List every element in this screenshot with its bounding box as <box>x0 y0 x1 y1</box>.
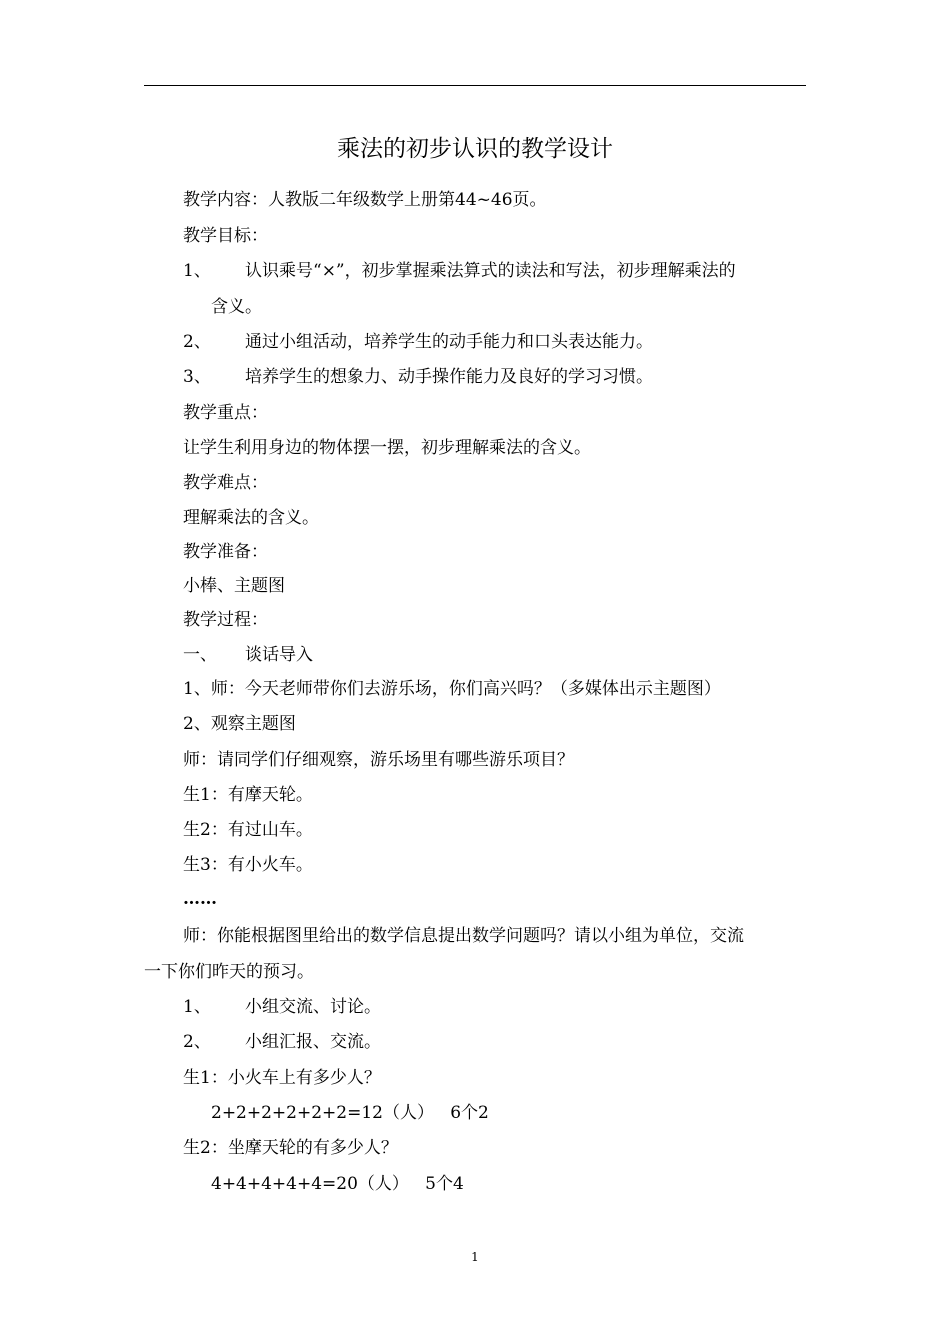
difficulty-text: 理解乘法的含义。 <box>183 508 319 528</box>
goal-1 <box>183 259 736 283</box>
ellipsis: …… <box>183 889 217 909</box>
teaching-content: 教学内容：人教版二年级数学上册第44~46页。 <box>183 190 547 210</box>
group-step-2-text: 小组汇报、交流。 <box>245 1032 381 1052</box>
key-points-text: 让学生利用身边的物体摆一摆，初步理解乘法的含义。 <box>183 438 591 458</box>
document-title: 乘法的初步认识的教学设计 <box>337 136 613 162</box>
section-1-text: 谈话导入 <box>245 645 313 665</box>
group-step-1 <box>183 995 381 1019</box>
student-answer-1: 生1：有摩天轮。 <box>183 785 313 805</box>
step-1: 1、师：今天老师带你们去游乐场，你们高兴吗？（多媒体出示主题图） <box>183 679 721 699</box>
step-2: 2、观察主题图 <box>183 714 296 734</box>
equation-a: 2+2+2+2+2+2=12（人） 6个2 <box>211 1103 489 1123</box>
section-1 <box>183 643 313 667</box>
goals-heading: 教学目标： <box>183 226 268 246</box>
student-answer-3: 生3：有小火车。 <box>183 855 313 875</box>
preparation-text: 小棒、主题图 <box>183 576 285 596</box>
teacher-question-2-continuation: 一下你们昨天的预习。 <box>144 962 314 982</box>
goal-3 <box>183 365 653 389</box>
group-step-2-number: 2、 <box>183 1032 211 1052</box>
group-step-1-number: 1、 <box>183 997 211 1017</box>
student-answer-2: 生2：有过山车。 <box>183 820 313 840</box>
goal-1-text: 认识乘号“×”，初步掌握乘法算式的读法和写法，初步理解乘法的 <box>245 261 736 281</box>
key-points-heading: 教学重点： <box>183 403 268 423</box>
student-question-b: 生2：坐摩天轮的有多少人？ <box>183 1138 398 1158</box>
process-heading: 教学过程： <box>183 610 268 630</box>
goal-3-number: 3、 <box>183 367 211 387</box>
group-step-2 <box>183 1030 381 1054</box>
goal-1-number: 1、 <box>183 261 211 281</box>
section-1-number: 一、 <box>183 645 217 665</box>
header-rule <box>144 85 806 86</box>
student-question-a: 生1：小火车上有多少人？ <box>183 1068 381 1088</box>
goal-2-text: 通过小组活动，培养学生的动手能力和口头表达能力。 <box>245 332 653 352</box>
goal-3-text: 培养学生的想象力、动手操作能力及良好的学习习惯。 <box>245 367 653 387</box>
goal-2 <box>183 330 653 354</box>
page-number: 1 <box>471 1250 479 1264</box>
equation-b: 4+4+4+4+4=20（人） 5个4 <box>211 1174 464 1194</box>
teacher-question-2: 师：你能根据图里给出的数学信息提出数学问题吗？请以小组为单位，交流 <box>183 926 744 946</box>
goal-2-number: 2、 <box>183 332 211 352</box>
difficulty-heading: 教学难点： <box>183 473 268 493</box>
goal-1-continuation: 含义。 <box>211 297 262 317</box>
teacher-question-1: 师：请同学们仔细观察，游乐场里有哪些游乐项目？ <box>183 750 574 770</box>
group-step-1-text: 小组交流、讨论。 <box>245 997 381 1017</box>
preparation-heading: 教学准备： <box>183 542 268 562</box>
